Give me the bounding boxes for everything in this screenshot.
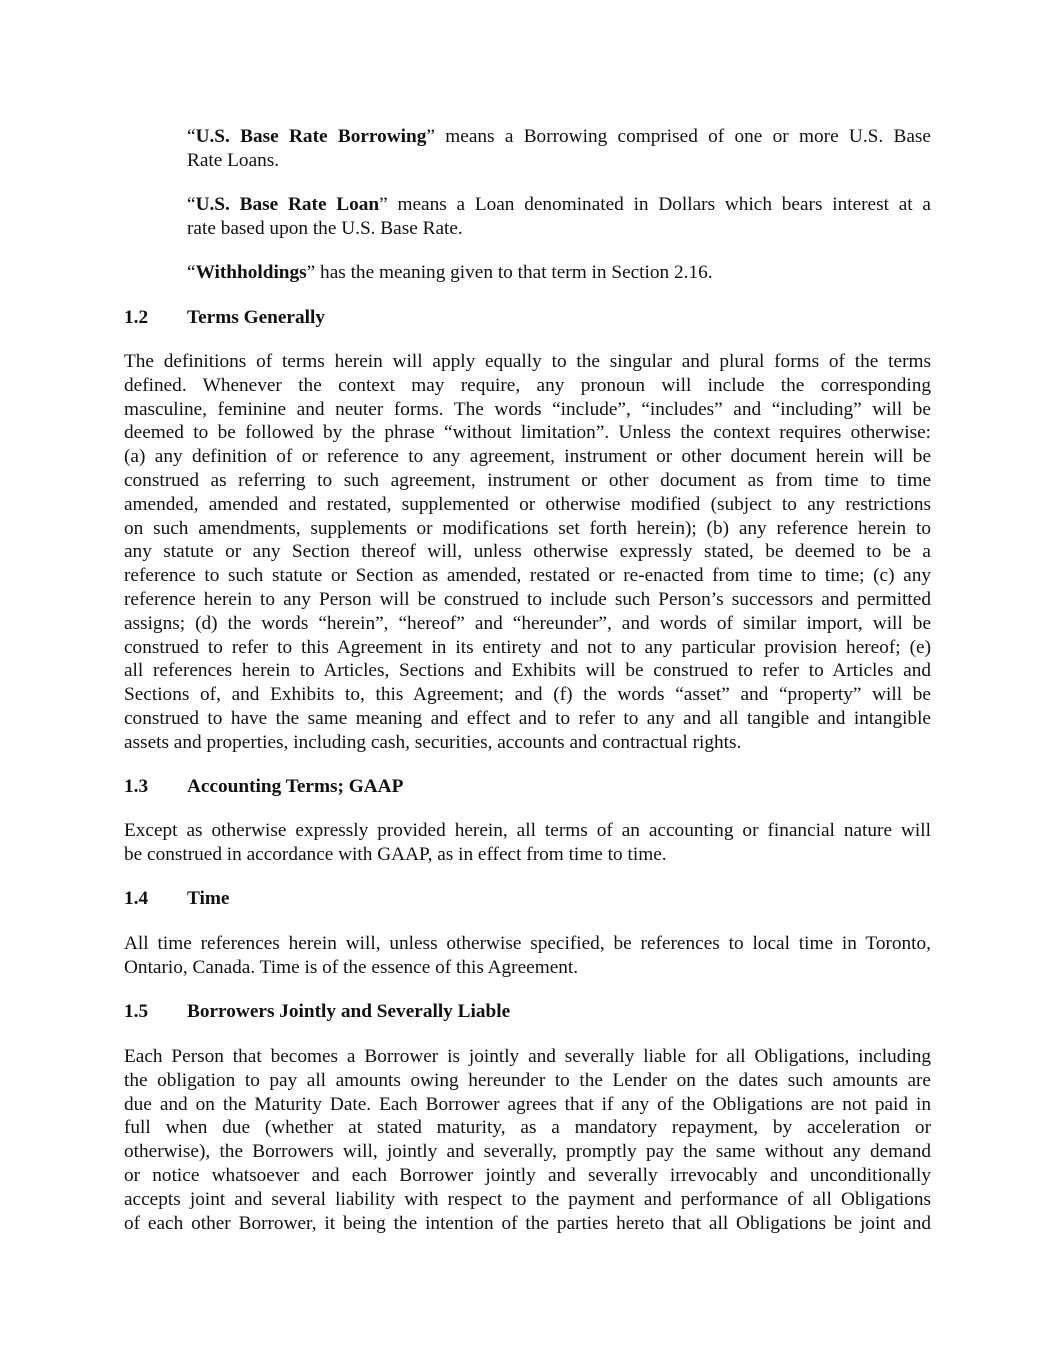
paragraph-line: otherwise), the Borrowers will, jointly and severally, promptly pay the same without any demand xyxy=(124,1141,931,1163)
paragraph-line: of each other Borrower, it being the intention of the parties hereto that all Obligations be joint and xyxy=(124,1212,931,1234)
paragraph-line: reference herein to any Person will be construed to include such Person’s successors and permitted xyxy=(124,589,931,610)
section-heading-1-2 xyxy=(124,306,325,330)
paragraph-line: accepts joint and several liability with respect to the payment and performance of all Obligations xyxy=(124,1188,931,1210)
section-heading-1-3 xyxy=(124,775,403,799)
section-number: 1.2 xyxy=(124,307,149,328)
paragraph-line: construed to have the same meaning and effect and to refer to any and all tangible and intangible xyxy=(124,708,931,729)
section-title: Terms Generally xyxy=(187,307,325,328)
section-heading-1-5 xyxy=(124,1000,510,1024)
defined-term: U.S. Base Rate Borrowing xyxy=(195,126,427,147)
paragraph-line: due and on the Maturity Date. Each Borrower agrees that if any of the Obligations are not paid in xyxy=(124,1093,931,1115)
paragraph-line: or notice whatsoever and each Borrower jointly and severally irrevocably and unconditionally xyxy=(124,1165,931,1186)
definition-line xyxy=(187,193,931,217)
open-quote: “ xyxy=(187,262,196,283)
paragraph-line: all references herein to Articles, Sections and Exhibits will be construed to refer to Articles and xyxy=(124,660,931,682)
definition-line: Rate Loans. xyxy=(187,150,280,171)
definition-line xyxy=(187,125,931,149)
paragraph-line: Ontario, Canada. Time is of the essence of this Agreement. xyxy=(124,956,579,978)
paragraph-line: the obligation to pay all amounts owing hereunder to the Lender on the dates such amounts are xyxy=(124,1069,931,1091)
paragraph-line: masculine, feminine and neuter forms. The words “include”, “includes” and “including” will be xyxy=(124,398,931,420)
definition-text: ” has the meaning given to that term in Section 2.16. xyxy=(306,262,713,283)
paragraph-line: (a) any definition of or reference to any agreement, instrument or other document herein will be xyxy=(124,446,931,468)
section-title: Accounting Terms; GAAP xyxy=(187,776,404,797)
section-number: 1.5 xyxy=(124,1001,149,1022)
definition-text: ” means a Borrowing comprised of one or more U.S. Base xyxy=(426,126,931,147)
section-number: 1.4 xyxy=(124,888,149,909)
definition-line xyxy=(187,261,931,285)
paragraph-line: amended, amended and restated, supplemented or otherwise modified (subject to any restrictions xyxy=(124,493,931,515)
open-quote: “ xyxy=(187,194,196,215)
paragraph-line: reference to such statute or Section as amended, restated or re-enacted from time to time; (c) any xyxy=(124,565,931,587)
paragraph-line: any statute or any Section thereof will, unless otherwise expressly stated, be deemed to be a xyxy=(124,541,931,563)
paragraph-line: construed as referring to such agreement, instrument or other document as from time to time xyxy=(124,470,931,491)
paragraph-line: Sections of, and Exhibits to, this Agreement; and (f) the words “asset” and “property” will be xyxy=(124,684,931,706)
paragraph-line: Each Person that becomes a Borrower is jointly and severally liable for all Obligations, including xyxy=(124,1046,931,1067)
section-heading-1-4 xyxy=(124,887,230,911)
paragraph-line: on such amendments, supplements or modifications set forth herein); (b) any reference herein to xyxy=(124,517,931,539)
open-quote: “ xyxy=(187,126,196,147)
paragraph-line: assigns; (d) the words “herein”, “hereof” and “hereunder”, and words of similar import, will be xyxy=(124,612,931,634)
paragraph-line: Except as otherwise expressly provided herein, all terms of an accounting or financial nature will xyxy=(124,820,931,841)
section-title: Borrowers Jointly and Severally Liable xyxy=(187,1001,511,1022)
paragraph-line: All time references herein will, unless otherwise specified, be references to local time in Toronto, xyxy=(124,933,931,954)
definition-line: rate based upon the U.S. Base Rate. xyxy=(187,218,463,239)
paragraph-line: assets and properties, including cash, securities, accounts and contractual rights. xyxy=(124,731,742,753)
paragraph-line: be construed in accordance with GAAP, as in effect from time to time. xyxy=(124,843,667,865)
paragraph-line: construed to refer to this Agreement in its entirety and not to any particular provision hereof; (e) xyxy=(124,636,931,658)
section-number: 1.3 xyxy=(124,776,149,797)
paragraph-line: deemed to be followed by the phrase “without limitation”. Unless the context requires otherwise: xyxy=(124,422,931,444)
section-title: Time xyxy=(187,888,230,909)
definition-text: ” means a Loan denominated in Dollars which bears interest at a xyxy=(379,194,931,215)
paragraph-line: defined. Whenever the context may require, any pronoun will include the corresponding xyxy=(124,374,931,396)
paragraph-line: The definitions of terms herein will apply equally to the singular and plural forms of the terms xyxy=(124,351,931,372)
defined-term: Withholdings xyxy=(195,262,307,283)
defined-term: U.S. Base Rate Loan xyxy=(195,194,380,215)
paragraph-line: full when due (whether at stated maturity, as a mandatory repayment, by acceleration or xyxy=(124,1117,931,1139)
